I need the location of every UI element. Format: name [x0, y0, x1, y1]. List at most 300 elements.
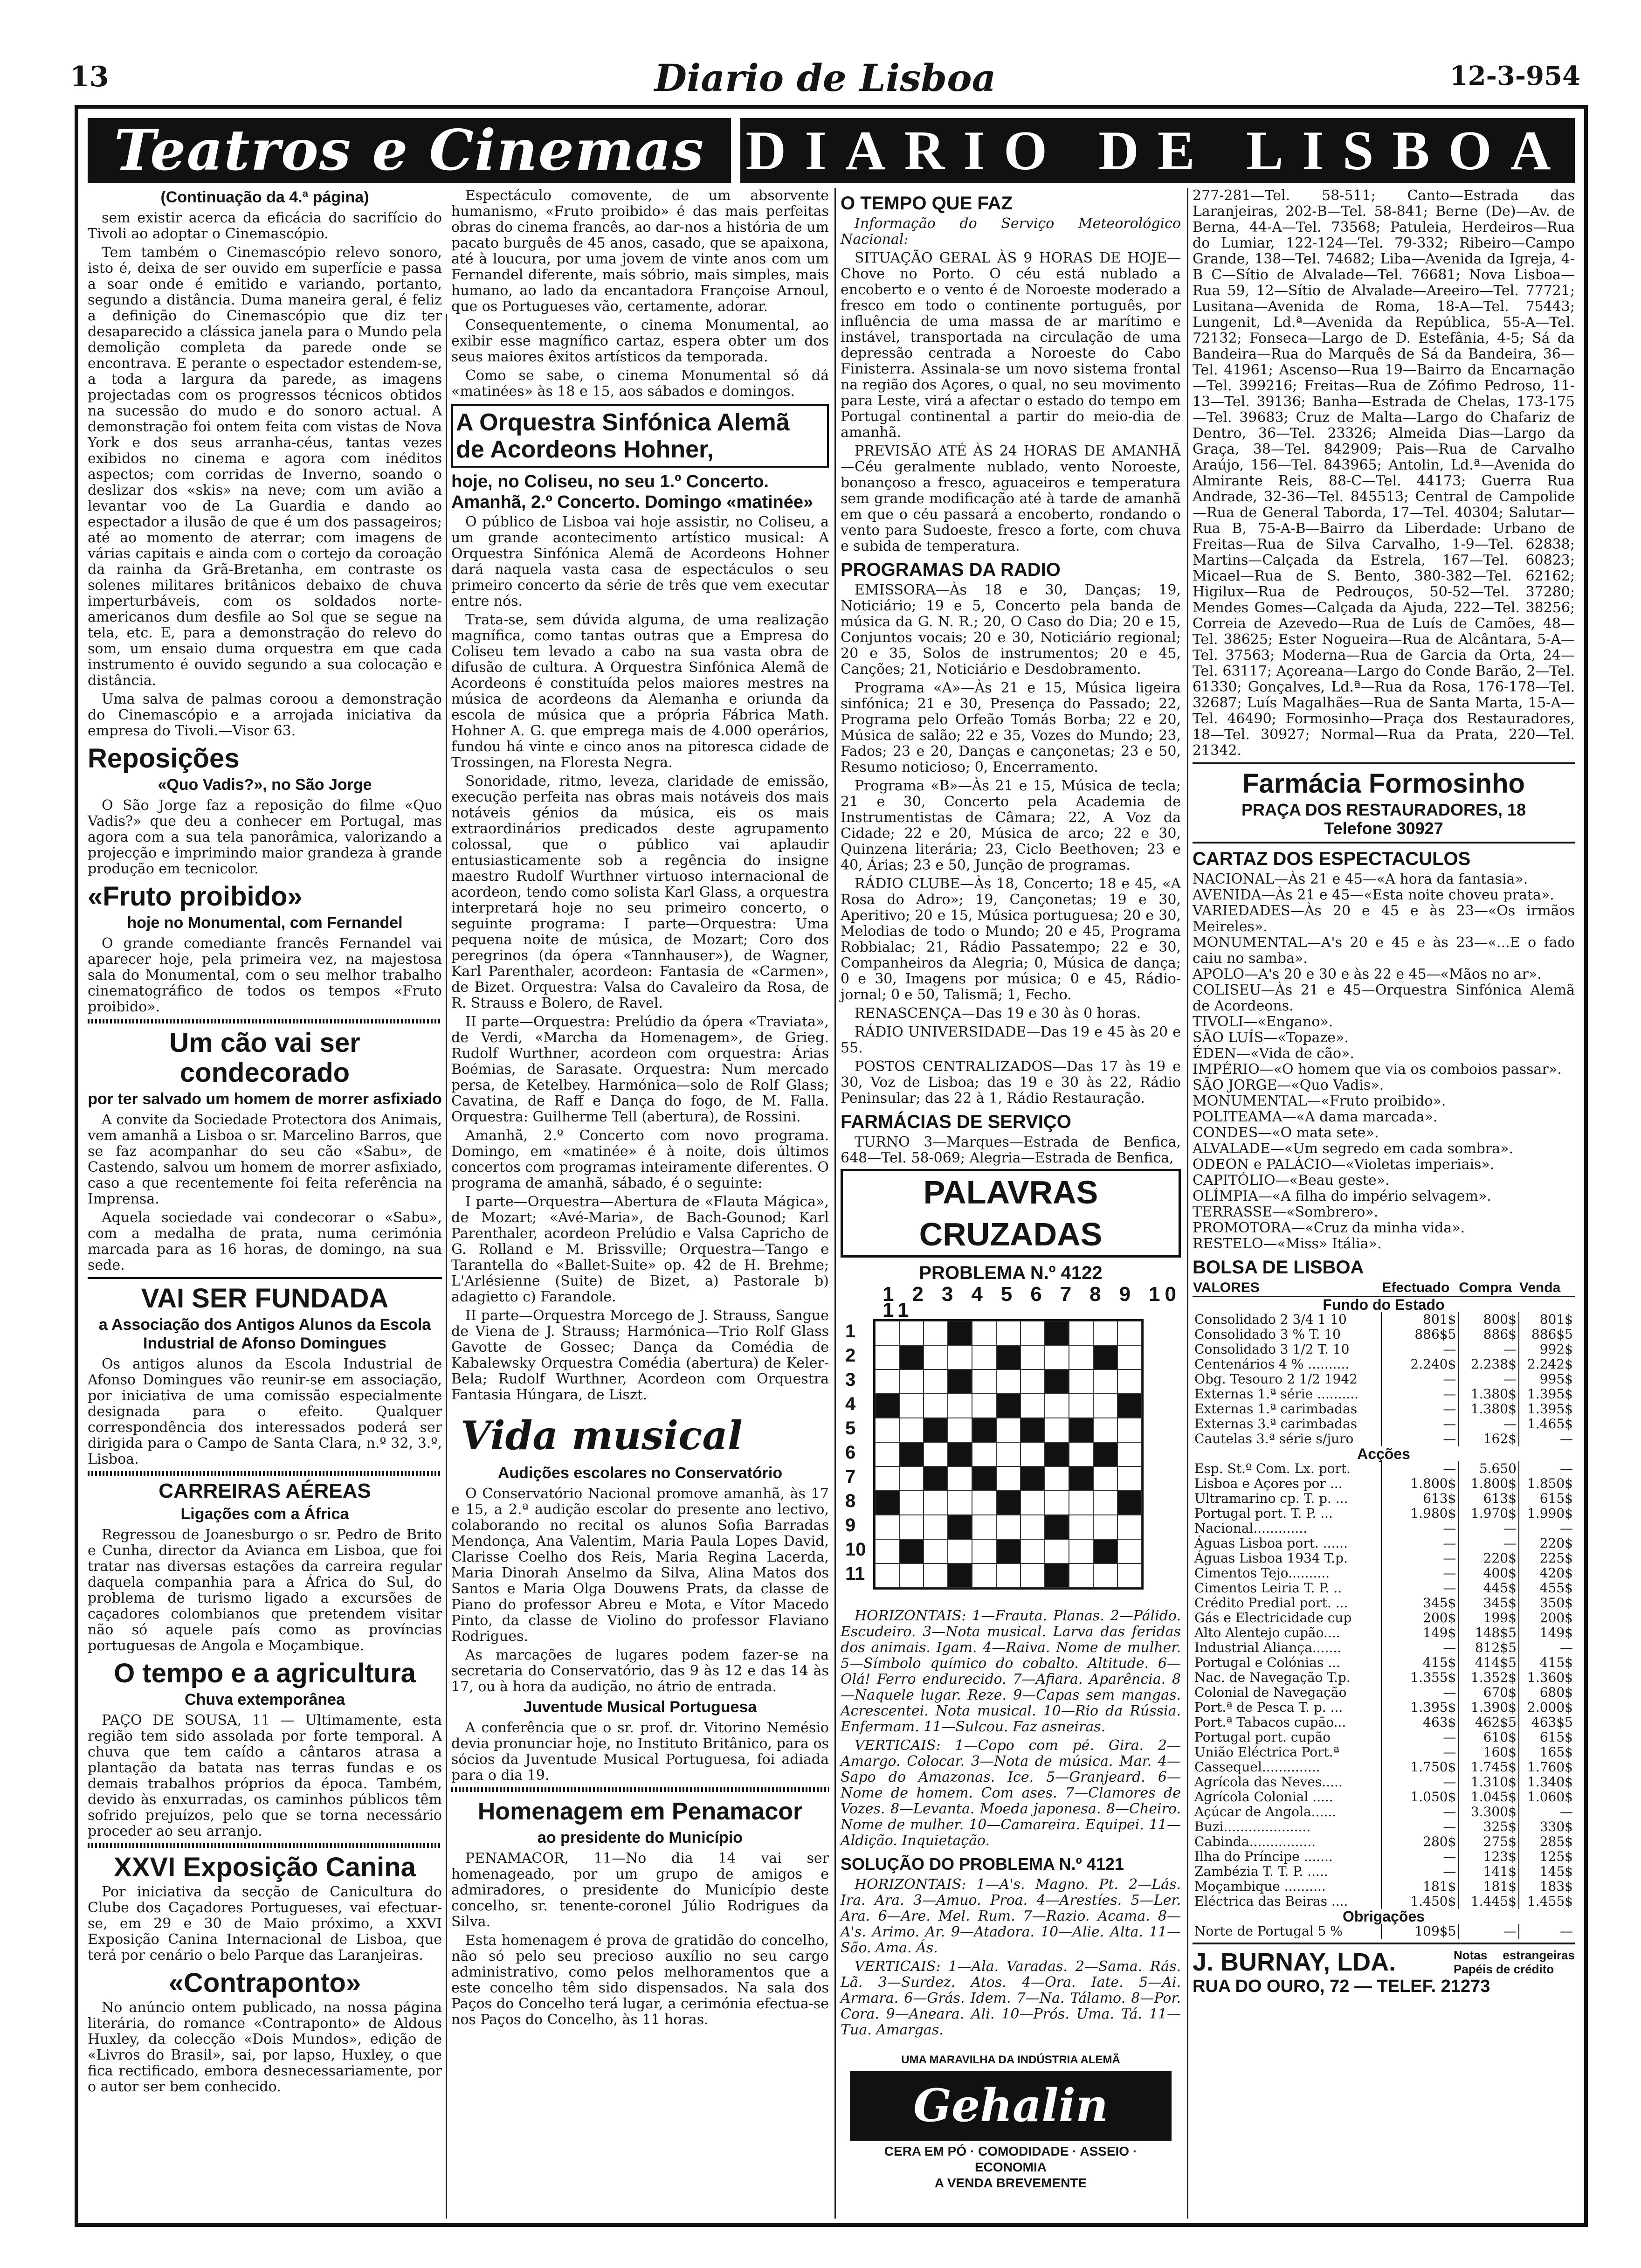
table-row [1193, 1864, 1575, 1879]
separator [88, 1471, 442, 1476]
separator [88, 1019, 442, 1023]
article-text: Aquela sociedade vai condecorar o «Sabu», com a medalha de prata, numa cerimónia marcada para as 16 horas, de domingo, na sua sede. [88, 1210, 442, 1273]
crossword-black-cell [972, 1418, 996, 1442]
price-cell: 220$ [1539, 1535, 1573, 1551]
headline-canina: XXVI Exposição Canina [114, 1852, 416, 1882]
crossword-cell [1020, 1442, 1045, 1466]
security-name: Cimentos Tejo.......... [1193, 1566, 1381, 1581]
price-cell: 225$ [1539, 1550, 1573, 1566]
table-row [1193, 1849, 1575, 1864]
price-cell: — [1381, 1521, 1458, 1536]
headline-fundada: VAI SER FUNDADA [141, 1283, 389, 1314]
price-cell: — [1381, 1461, 1458, 1476]
crossword-cell [899, 1394, 924, 1418]
headline-tempo-agricultura: O tempo e a agricultura [114, 1658, 416, 1688]
price-cell: 1.465$ [1527, 1416, 1573, 1431]
crossword-cell [924, 1369, 948, 1394]
column-header: Venda [1519, 1280, 1575, 1297]
price-cell: — [1458, 1521, 1518, 1536]
price-cell: 400$ [1458, 1566, 1518, 1581]
article-text: EMISSORA—Às 18 e 30, Danças; 19, Noticiário; 19 e 5, Concerto pela banda de música da G. N. R.; 20, O Caso do Dia; 20 e 15, Conjuntos vocais; 20 e 30, Noticiário regional; 20 e 35, Solos de instrumentos; 20 e 45, Canções; 21, Noticiário e Desdobramento. [841, 582, 1181, 678]
price-cell: 200$ [1539, 1610, 1573, 1625]
price-cell: 1.395$ [1527, 1401, 1573, 1417]
price-cell: 1.970$ [1458, 1506, 1518, 1521]
article-text: Tem também o Cinemascópio relevo sonoro, isto é, deixa de ser ouvido em superfície e passa a soar onde é emitido e variando, portanto, segundo a distância. Duma maneira geral, é feliz a definição do Cinemascópio que diz ter desaparecido a clássica janela para o Mundo pela demolição completa da parede onde se encontrava. E perante o espectador estendem-se, a toda a largura da parede, as imagens projectadas com os progressos técnicos obtidos na sucessão do mudo e do sonoro actual. A demonstração foi ontem feita com vistas de Nova York e dos seus arranha-céus, tantas vezes exibidos no cinema e agora com inéditos aspectos; com corridas de Inverno, soando o deslizar dos «skis» na neve; com um avião a levantar voo de La Guardia e dando ao espectador a ilusão de que é um dos passageiros; até ao momento de aterrar; com imagens de várias capitais e ainda com o cortejo da coroação da rainha da Grã-Bretanha, em contraste os solenes militares britânicos debaixo de chuva imperturbáveis, com os soldados norte-americanos dum desfile ao Sol que se segue na tela, etc. E, para a demonstração do relevo do som, um ensaio duma orquestra em que cada instrumento é ouvido segundo a sua colocação e distância. [88, 244, 442, 689]
price-cell: 345$ [1458, 1596, 1518, 1611]
cartaz-item: SÃO JORGE—«Quo Vadis». [1193, 1077, 1384, 1093]
crossword-cell [924, 1442, 948, 1466]
cartaz-item: ALVALADE—«Um segredo em cada sombra». [1193, 1141, 1514, 1157]
price-cell: 1.800$ [1381, 1476, 1458, 1491]
crossword-cell [1093, 1466, 1117, 1491]
table-row [1193, 1879, 1575, 1894]
price-cell: 801$ [1539, 1312, 1573, 1327]
crossword-cell [899, 1369, 924, 1394]
crossword-black-cell [1045, 1321, 1069, 1345]
price-cell: — [1381, 1417, 1458, 1431]
crossword-cell [899, 1466, 924, 1491]
article-text: Os antigos alunos da Escola Industrial de Afonso Domingues vão reunir-se em associação, por iniciativa de uma comissão especialmente designada para o efeito. Qualquer correspondência dos interessados poderá ser dirigida para o Campo de Santa Clara, n.º 32, 3.º, Lisboa. [88, 1356, 442, 1467]
price-cell: 415$ [1539, 1655, 1573, 1670]
crossword-cell [972, 1321, 996, 1345]
price-cell: 1.745$ [1458, 1760, 1518, 1775]
cartaz-title: CARTAZ DOS ESPECTACULOS [1193, 849, 1471, 869]
crossword-cell [1020, 1539, 1045, 1563]
crossword-cell [1069, 1515, 1093, 1539]
crossword-cell [972, 1515, 996, 1539]
price-cell: 2.240$ [1381, 1357, 1458, 1372]
price-cell: 613$ [1381, 1491, 1458, 1506]
article-text: POSTOS CENTRALIZADOS—Das 17 às 19 e 30, Voz de Lisboa; das 19 e 30 às 22, Rádio Peninsular; das 22 à 1, Rádio Restauração. [841, 1058, 1181, 1106]
price-cell: 275$ [1458, 1834, 1518, 1849]
crossword-cell [1045, 1539, 1069, 1563]
crossword-black-cell [948, 1515, 972, 1539]
crossword-black-cell [1093, 1539, 1117, 1563]
crossword-cell [924, 1563, 948, 1588]
price-cell: 670$ [1458, 1685, 1518, 1700]
cartaz-item: CAPITÓLIO—«Beau geste». [1193, 1172, 1390, 1189]
row-number: 8 [845, 1491, 856, 1511]
crossword-cell [1020, 1321, 1045, 1345]
security-name: Port.ª Tabacos cupão... [1193, 1715, 1381, 1730]
table-row [1193, 1596, 1575, 1611]
crossword-problem-number: PROBLEMA N.º 4122 [919, 1263, 1103, 1283]
article-text: A convite da Sociedade Protectora dos Animais, vem amanhã a Lisboa o sr. Marcelino Barros, que se faz acompanhar do seu cão «Sabu», de Castendo, salvou um homem de morrer asfixiado, caso a que recentemente foi feita referência na Imprensa. [88, 1112, 442, 1207]
price-cell: 886$5 [1381, 1327, 1458, 1342]
price-cell: — [1381, 1775, 1458, 1790]
security-name: Cassequel.............. [1193, 1760, 1381, 1775]
price-cell: 280$ [1381, 1834, 1458, 1849]
crossword-puzzle [841, 1283, 1181, 1608]
table-row [1193, 1924, 1575, 1939]
headline-orquestra: A Orquestra Sinfónica Alemã de Acordeons Hohner, [451, 404, 829, 468]
price-cell: 886$5 [1531, 1327, 1573, 1342]
price-cell: 125$ [1539, 1849, 1573, 1864]
row-number: 6 [845, 1442, 856, 1463]
crossword-black-cell [1020, 1466, 1045, 1491]
cartaz-item: NACIONAL—Às 21 e 45—«A hora da fantasia». [1193, 871, 1528, 887]
headline-reposicoes: Reposições [88, 743, 240, 774]
security-name: Consolidado 3 1/2 T. 10 [1193, 1342, 1381, 1357]
column-3 [841, 188, 1181, 2191]
security-name: Eléctrica das Beiras .... [1193, 1894, 1381, 1909]
price-cell: 148$5 [1458, 1625, 1518, 1640]
crossword-cell [996, 1418, 1020, 1442]
price-cell: — [1381, 1864, 1458, 1879]
crossword-cell [924, 1515, 948, 1539]
newspaper-banner: DIARIO DE LISBOA [740, 118, 1575, 183]
table-row [1193, 1506, 1575, 1521]
price-cell: — [1381, 1566, 1458, 1581]
crossword-black-cell [1069, 1466, 1093, 1491]
cartaz-item: ODEON e PALÁCIO—«Violetas imperiais». [1193, 1156, 1495, 1173]
crossword-cell [875, 1466, 899, 1491]
row-number: 9 [845, 1515, 856, 1535]
column-header: Compra [1458, 1280, 1518, 1297]
bolsa-section-title: Fundo do Estado [1323, 1296, 1445, 1313]
table-row [1193, 1640, 1575, 1655]
article-text: PAÇO DE SOUSA, 11 — Ultimamente, esta região tem sido assolada por forte temporal. A chuva que tem caído a cântaros atrasa a plantação da batata nas terras fundas e os demais trabalhos próprios da época. Também, devido às enxurradas, os caminhos públicos têm sofrido prejuízos, pelo que se torna necessário proceder ao seu arranjo. [88, 1712, 442, 1839]
headline-contraponto: «Contraponto» [168, 1968, 361, 1998]
table-row [1193, 1834, 1575, 1849]
crossword-cell [972, 1345, 996, 1369]
crossword-cell [1045, 1466, 1069, 1491]
table-row [1193, 1536, 1575, 1551]
column-divider [1187, 188, 1188, 2219]
article-text: RÁDIO CLUBE—Às 18, Concerto; 18 e 45, «A Rosa do Adro»; 19, Cançonetas; 19 e 30, Aperitivo; 20 e 15, Música portuguesa; 20 e 30, Melodias de todo o Mundo; 20 e 45, Programa Robbialac; 21, Rádio Passatempo; 22 e 30, Companheiros da Alegria; 0, Música de dança; 0 e 30, Imagens por música; 0 e 45, Rádio-jornal; 0 e 50, Talismã; 1, Fecho. [841, 876, 1181, 1003]
crossword-black-cell [948, 1563, 972, 1588]
price-cell: 1.395$ [1527, 1386, 1573, 1402]
price-cell: 181$ [1381, 1879, 1458, 1894]
crossword-cell [899, 1515, 924, 1539]
price-cell: 1.760$ [1527, 1759, 1573, 1775]
table-row [1193, 1894, 1575, 1909]
price-cell: 149$ [1539, 1625, 1573, 1640]
article-text: PENAMACOR, 11—No dia 14 vai ser homenageado, por um grupo de amigos e admiradores, o presidente do Município deste concelho, sr. tenente-coronel Júlio Rodrigues da Silva. [451, 1850, 829, 1930]
bolsa-section-title: Obrigações [1342, 1908, 1425, 1925]
crossword-black-cell [1069, 1418, 1093, 1442]
crossword-cell [948, 1491, 972, 1515]
crossword-black-cell [875, 1394, 899, 1418]
crossword-cell [972, 1394, 996, 1418]
issue-date: 12-3-954 [1449, 61, 1580, 91]
cartaz-item: POLITEAMA—«A dama marcada». [1193, 1109, 1438, 1125]
crossword-cell [948, 1345, 972, 1369]
crossword-cell [899, 1491, 924, 1515]
article-text: Sonoridade, ritmo, leveza, claridade de emissão, execução perfeita nas obras mais notáveis dos mais notáveis génios da música, eis os mais extraordinários predicados deste agrupamento colossal, que o público vai aplaudir entusiasticamente sob a regência do insigne maestro Rudolf Wurthner virtuoso internacional de acordeon, tendo como solista Karl Glass, a orquestra interpretará hoje no seu primeiro concerto, o seguinte programa: I parte—Orquestra: Uma pequena noite de música, de Mozart; Coro dos peregrinos (da ópera «Tannhauser»), de Wagner, Karl Parenthaler, acordeon: Fantasia de «Carmen», de Bizet. Orquestra: Valsa do Cavaleiro da Rosa, de R. Strauss e Bolero, de Ravel. [451, 773, 829, 1011]
crossword-cell [1020, 1515, 1045, 1539]
price-cell: — [1458, 1372, 1518, 1387]
price-cell: 680$ [1539, 1685, 1573, 1700]
column-header: VALORES [1193, 1280, 1381, 1297]
headline-vida-musical: Vida musical [461, 1412, 743, 1459]
crossword-cell [1117, 1563, 1142, 1588]
price-cell: — [1381, 1581, 1458, 1596]
price-cell: 445$ [1458, 1581, 1518, 1596]
security-name: Alto Alentejo cupão.... [1193, 1625, 1381, 1640]
crossword-cell [1045, 1491, 1069, 1515]
price-cell: 1.445$ [1458, 1894, 1518, 1909]
security-name: Nac. de Navegação T.p. [1193, 1670, 1381, 1685]
crossword-cell [1045, 1418, 1069, 1442]
crossword-black-cell [1093, 1442, 1117, 1466]
crossword-cell [875, 1369, 899, 1394]
price-cell: 5.650 [1458, 1461, 1518, 1476]
crossword-cell [996, 1563, 1020, 1588]
security-name: Centenários 4 % .......... [1193, 1357, 1381, 1372]
crossword-cell [972, 1369, 996, 1394]
security-name: Buzi..................... [1193, 1819, 1381, 1834]
burnay-address: RUA DO OURO, 72 — TELEF. 21273 [1193, 1977, 1490, 1996]
security-name: Port.ª de Pesca T. p. ... [1193, 1700, 1381, 1715]
crossword-cell [924, 1491, 948, 1515]
table-row [1193, 1417, 1575, 1431]
article-text: Consequentemente, o cinema Monumental, ao exibir esse magnífico cartaz, espera obter um dos seus maiores êxitos artísticos da temporada. [451, 317, 829, 365]
crossword-black-cell [1117, 1394, 1142, 1418]
crossword-black-cell [1045, 1563, 1069, 1588]
separator [88, 1843, 442, 1848]
article-text: TURNO 3—Marques—Estrada de Benfica, 648—Tel. 58-069; Alegria—Estrada de Benfica, [841, 1134, 1181, 1166]
row-number: 10 [845, 1539, 866, 1560]
article-text: sem existir acerca da eficácia do sacrifício do Tivoli ao adoptar o Cinemascópio. [88, 210, 442, 242]
price-cell: 165$ [1539, 1744, 1573, 1760]
table-row [1193, 1611, 1575, 1625]
subhead-quo-vadis: «Quo Vadis?», no São Jorge [158, 776, 372, 794]
price-cell: — [1458, 1342, 1518, 1357]
price-cell: — [1458, 1536, 1518, 1551]
price-cell: 181$ [1458, 1879, 1518, 1894]
cartaz-item: TIVOLI—«Engano». [1193, 1014, 1333, 1030]
table-row [1193, 1745, 1575, 1760]
price-cell: — [1381, 1730, 1458, 1745]
table-row [1193, 1357, 1575, 1372]
price-cell: 1.850$ [1527, 1476, 1573, 1491]
subhead-fundada: a Associação dos Antigos Alunos da Escola Industrial de Afonso Domingues [98, 1316, 431, 1352]
price-cell: 199$ [1458, 1611, 1518, 1625]
crossword-cell [875, 1539, 899, 1563]
crossword-verticais: VERTICAIS: 1—Copo com pé. Gira. 2—Amargo. Colocar. 3—Nota de música. Mar. 4—Sapo do Amazonas. Ice. 5—Granjeard. 6—Nome de homem. Com ases. 7—Clamores de Vozes. 8—Levanta. Moeda japonesa. 8—Cheiro. Nome de mulher. 10—Camareira. Equipei. 11—Aldição. Inquietação. [841, 1737, 1181, 1849]
table-row [1193, 1342, 1575, 1357]
crossword-cell [1020, 1345, 1045, 1369]
price-cell: — [1560, 1923, 1573, 1939]
column-divider [834, 188, 836, 2219]
row-number: 1 [845, 1321, 856, 1341]
article-text: RÁDIO UNIVERSIDADE—Das 19 e 45 às 20 e 55. [841, 1024, 1181, 1056]
crossword-cell [1045, 1394, 1069, 1418]
table-row [1193, 1387, 1575, 1402]
crossword-cell [875, 1321, 899, 1345]
headline-penamacor: Homenagem em Penamacor [477, 1798, 803, 1825]
column-2 [451, 188, 829, 2031]
page-header [70, 56, 1580, 103]
crossword-cell [1117, 1466, 1142, 1491]
column-divider [446, 314, 447, 2219]
crossword-black-cell [1045, 1442, 1069, 1466]
table-row [1193, 1431, 1575, 1446]
crossword-cell [972, 1491, 996, 1515]
crossword-black-cell [948, 1321, 972, 1345]
price-cell: 162$ [1458, 1431, 1518, 1446]
price-cell: — [1381, 1849, 1458, 1864]
crossword-cell [996, 1369, 1020, 1394]
subhead-juventude: Juventude Musical Portuguesa [523, 1698, 757, 1716]
price-cell: 1.980$ [1381, 1506, 1458, 1521]
price-cell: 992$ [1539, 1341, 1573, 1357]
price-cell: 1.390$ [1458, 1700, 1518, 1715]
crossword-black-cell [948, 1369, 972, 1394]
security-name: Lisboa e Açores por ... [1193, 1476, 1381, 1491]
crossword-cell [1117, 1321, 1142, 1345]
article-text: Por iniciativa da secção de Canicultura do Clube dos Caçadores Portugueses, vai efectuar-se, em 29 e 30 de Maio próximo, a XXVI Exposição Canina Internacional de Lisboa, que terá por cenário o belo Parque das Laranjeiras. [88, 1884, 442, 1964]
price-cell: 1.310$ [1458, 1775, 1518, 1790]
security-name: Zambézia T. T. P. ..... [1193, 1864, 1381, 1879]
page-number: 13 [70, 61, 109, 93]
security-name: Nacional............. [1193, 1521, 1381, 1536]
security-name: Esp. St.º Com. Lx. port. [1193, 1461, 1381, 1476]
crossword-cell [972, 1442, 996, 1466]
price-cell: — [1381, 1536, 1458, 1551]
table-row [1193, 1625, 1575, 1640]
row-number: 2 [845, 1345, 856, 1366]
subhead-tempo: Chuva extemporânea [185, 1691, 345, 1708]
table-row [1193, 1805, 1575, 1819]
price-cell: 1.380$ [1458, 1387, 1518, 1402]
article-text: Programa «B»—Às 21 e 15, Música de tecla; 21 e 30, Concerto pela Academia de Instrumentistas de Câmara; 22, A Voz da Cidade; 22 e 20, Música de arco; 22 e 30, Quinzena literária; 23, Ciclo Beethoven; 23 e 40, Árias; 23 e 50, Junção de programas. [841, 778, 1181, 873]
row-number: 3 [845, 1369, 856, 1390]
subhead-meteo: Informação do Serviço Meteorológico Nacional: [841, 215, 1181, 248]
table-row [1193, 1566, 1575, 1581]
cartaz-item: APOLO—A's 20 e 30 e às 22 e 45—«Mãos no ar». [1193, 966, 1542, 982]
price-cell: 1.750$ [1381, 1760, 1458, 1775]
price-cell: — [1381, 1640, 1458, 1655]
price-cell: 414$5 [1458, 1655, 1518, 1670]
price-cell: 420$ [1539, 1565, 1573, 1581]
security-name: Consolidado 3 % T. 10 [1193, 1327, 1381, 1342]
price-cell: 2.000$ [1527, 1700, 1573, 1715]
cartaz-item: VARIEDADES—Às 20 e 45 e às 23—«Os irmãos Meireles». [1193, 903, 1575, 935]
headline-tempo-que-faz: O TEMPO QUE FAZ [841, 193, 1013, 214]
price-cell: 2.242$ [1527, 1356, 1573, 1372]
crossword-cell [1117, 1418, 1142, 1442]
cartaz-list [1193, 871, 1575, 1252]
price-cell: 3.300$ [1458, 1805, 1518, 1819]
article-text: Programa «A»—Às 21 e 15, Música ligeira sinfónica; 21 e 30, Presença do Passado; 22, Programa pelo Orfeão Tomás Borba; 22 e 20, Música de salão; 22 e 35, Vozes do Mundo; 23, Fados; 23 e 20, Danças e cançonetas; 23 e 50, Resumo noticioso; 0, Encerramento. [841, 680, 1181, 775]
headline-fruto-proibido: «Fruto proibido» [88, 881, 303, 912]
crossword-black-cell [875, 1491, 899, 1515]
article-text: O público de Lisboa vai hoje assistir, no Coliseu, a um grande acontecimento artístico musical: A Orquestra Sinfónica Alemã de Acordeons Hohner dará naquela vasta casa de espectáculos o seu primeiro concerto da série de três que vem executar entre nós. [451, 514, 829, 609]
crossword-black-cell [996, 1345, 1020, 1369]
price-cell: 109$5 [1381, 1924, 1458, 1939]
headline-carreiras: CARREIRAS AÉREAS [159, 1480, 371, 1502]
burnay-name: J. BURNAY, LDA. [1193, 1948, 1396, 1976]
crossword-cell [1093, 1515, 1117, 1539]
crossword-cell [875, 1418, 899, 1442]
cartaz-item: PROMOTORA—«Cruz da minha vida». [1193, 1220, 1465, 1236]
price-cell: 345$ [1381, 1596, 1458, 1611]
price-cell: 415$ [1381, 1655, 1458, 1670]
crossword-black-cell [996, 1491, 1020, 1515]
crossword-cell [1117, 1442, 1142, 1466]
solution-horizontais: HORIZONTAIS: 1—A's. Magno. Pt. 2—Lás. Ira. Ara. 3—Amuo. Proa. 4—Arestíes. 5—Ler. Ara. 6—Are. Mel. Rum. 7—Razio. Acama. 8—A's. Arimo. Ar. 9—Atadora. 10—Alie. Alta. 11—São. Ama. Ás. [841, 1876, 1181, 1956]
price-cell: 1.800$ [1458, 1476, 1518, 1491]
burnay-note: Notas estrangeiras Papéis de crédito [1454, 1948, 1575, 1976]
crossword-cell [996, 1321, 1020, 1345]
table-row [1193, 1715, 1575, 1730]
crossword-cell [924, 1345, 948, 1369]
security-name: Ilha do Príncipe ....... [1193, 1849, 1381, 1864]
crossword-black-cell [948, 1442, 972, 1466]
subhead-carreiras: Ligações com a África [180, 1505, 349, 1523]
burnay-advertisement [1193, 1948, 1575, 1976]
subhead-audicoes: Audições escolares no Conservatório [497, 1464, 783, 1482]
price-cell: 1.060$ [1527, 1789, 1573, 1805]
crossword-cell [875, 1345, 899, 1369]
price-cell: — [1560, 1461, 1573, 1476]
table-row [1193, 1521, 1575, 1536]
security-name: Externas 1.ª carimbadas [1193, 1402, 1381, 1417]
price-cell: — [1381, 1431, 1458, 1446]
crossword-cell [1069, 1369, 1093, 1394]
security-name: Cimentos Leiria T. P. .. [1193, 1581, 1381, 1596]
price-cell: — [1381, 1372, 1458, 1387]
table-row [1193, 1790, 1575, 1805]
price-cell: 220$ [1458, 1551, 1518, 1566]
crossword-cell [1117, 1539, 1142, 1563]
crossword-cell [875, 1563, 899, 1588]
formosinho-title: Farmácia Formosinho [1242, 768, 1525, 799]
security-name: Moçambique .......... [1193, 1879, 1381, 1894]
crossword-cell [972, 1563, 996, 1588]
table-row [1193, 1819, 1575, 1834]
price-cell: 183$ [1539, 1879, 1573, 1894]
table-row [1193, 1551, 1575, 1566]
crossword-cell [972, 1539, 996, 1563]
crossword-cell [1069, 1442, 1093, 1466]
crossword-cell [996, 1515, 1020, 1539]
article-text: O São Jorge faz a reposição do filme «Quo Vadis?» que deu a conhecer em Portugal, mas agora com a sua tela panorâmica, valorizando a projecção e imprimindo maior grandeza à grande produção em tecnicolor. [88, 797, 442, 877]
price-cell: 613$ [1458, 1491, 1518, 1506]
security-name: Cautelas 3.ª série s/juro [1193, 1431, 1381, 1446]
crossword-cell [948, 1418, 972, 1442]
page-frame [75, 105, 1588, 2227]
crossword-cell [996, 1442, 1020, 1466]
cartaz-item: ÉDEN—«Vida de cão». [1193, 1045, 1354, 1062]
crossword-black-cell [996, 1539, 1020, 1563]
price-cell: 160$ [1458, 1745, 1518, 1760]
crossword-black-cell [1117, 1491, 1142, 1515]
crossword-cell [899, 1418, 924, 1442]
security-name: Colonial de Navegação [1193, 1685, 1381, 1700]
row-number: 5 [845, 1418, 856, 1438]
cartaz-item: AVENIDA—Às 21 e 45—«Esta noite choveu prata». [1193, 887, 1554, 903]
price-cell: — [1381, 1819, 1458, 1834]
table-row [1193, 1760, 1575, 1775]
column-4 [1193, 188, 1575, 1997]
table-row [1193, 1476, 1575, 1491]
price-cell: 801$ [1381, 1312, 1458, 1327]
crossword-cell [1069, 1539, 1093, 1563]
price-cell: 1.360$ [1527, 1670, 1573, 1685]
crossword-black-cell [1093, 1345, 1117, 1369]
table-row [1193, 1327, 1575, 1342]
crossword-cell [1020, 1369, 1045, 1394]
article-text: RENASCENÇA—Das 19 e 30 às 0 horas. [855, 1005, 1141, 1022]
table-row [1193, 1312, 1575, 1327]
crossword-black-cell [972, 1466, 996, 1491]
price-cell: 1.340$ [1527, 1774, 1573, 1790]
price-cell: — [1560, 1521, 1573, 1536]
continuation-note: (Continuação da 4.ª página) [160, 188, 369, 206]
